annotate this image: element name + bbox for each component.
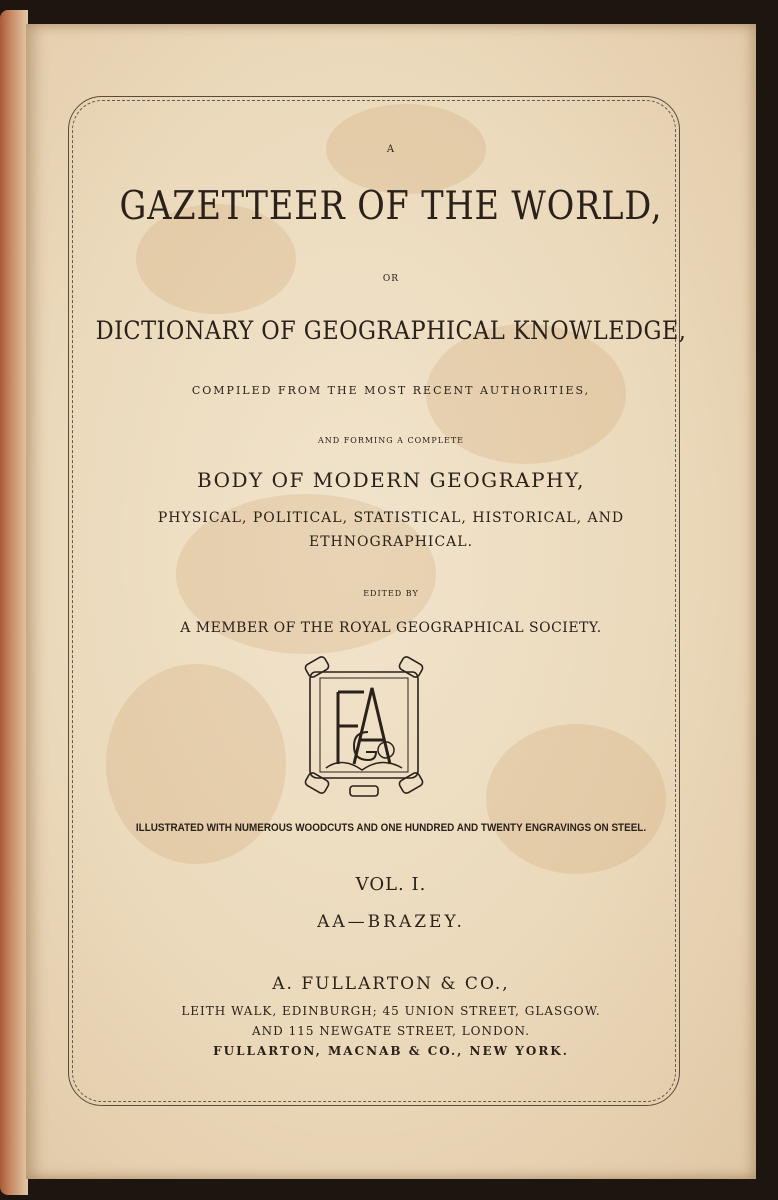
edited-by: EDITED BY bbox=[363, 589, 419, 598]
volume-range: AA—BRAZEY. bbox=[317, 912, 465, 932]
publisher-monogram-icon bbox=[302, 652, 426, 802]
book-spine bbox=[0, 10, 28, 1195]
illustrated-line: ILLUSTRATED WITH NUMEROUS WOODCUTS AND ONE HUNDRED AND TWENTY ENGRAVINGS ON STEEL. bbox=[135, 822, 647, 834]
title-page bbox=[26, 24, 756, 1179]
publisher-name: A. FULLARTON & CO., bbox=[272, 974, 510, 994]
main-title: GAZETTEER OF THE WORLD, bbox=[119, 184, 663, 229]
publisher-new-york: FULLARTON, MACNAB & CO., NEW YORK. bbox=[213, 1044, 569, 1058]
volume-number: VOL. I. bbox=[355, 874, 427, 895]
publisher-address-1: LEITH WALK, EDINBURGH; 45 UNION STREET, GLASGOW. bbox=[181, 1004, 601, 1018]
body-subtitle-2: ETHNOGRAPHICAL. bbox=[308, 534, 474, 550]
title-or: OR bbox=[382, 274, 400, 284]
body-title: BODY OF MODERN GEOGRAPHY, bbox=[197, 468, 585, 492]
decorative-border-inner bbox=[72, 100, 676, 1102]
forming-line: AND FORMING A COMPLETE bbox=[317, 436, 465, 445]
publisher-address-2: AND 115 NEWGATE STREET, LONDON. bbox=[251, 1024, 531, 1038]
editor-line: A MEMBER OF THE ROYAL GEOGRAPHICAL SOCIETY. bbox=[180, 620, 602, 636]
compiled-line: COMPILED FROM THE MOST RECENT AUTHORITIES, bbox=[191, 384, 591, 397]
title-article: A bbox=[386, 144, 396, 155]
body-subtitle-1: PHYSICAL, POLITICAL, STATISTICAL, HISTORICAL, AND bbox=[157, 510, 625, 526]
subtitle: DICTIONARY OF GEOGRAPHICAL KNOWLEDGE, bbox=[95, 316, 687, 345]
